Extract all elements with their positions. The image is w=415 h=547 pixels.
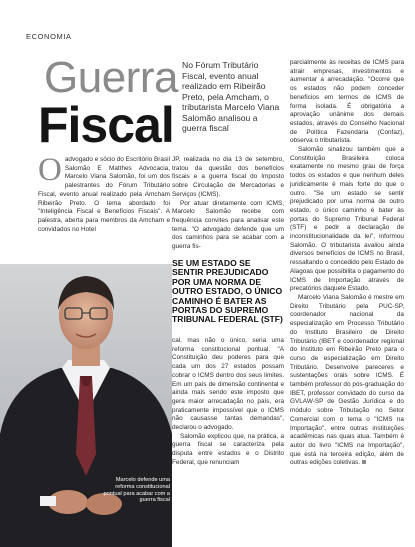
end-mark xyxy=(362,460,366,464)
title-line-1: Guerra xyxy=(44,53,178,102)
article-column-3 xyxy=(290,59,404,468)
section-label: ECONOMIA xyxy=(26,32,72,41)
article-paragraph: JP, realizada no dia 13 de setembro, tratou da questão dos benefícios fiscais e a guerra fiscal do Imposto sobre Circulação de Mercadorias e Serviços (ICMS). xyxy=(172,156,284,198)
article-paragraph: cal, mas não o único, seria uma reforma constitucional pontual. "A Constituição deu poderes para que cada um dos 27 estados possam cobrar o ICMS dentro dos seus limites. Em um país de dimensão continental e ainda mais sendo este imposto que gera maior arrecadação no país, era praticamente impossível que o ICMS não causasse tantas demandas", declarou o advogado. xyxy=(172,337,284,432)
pull-quote: SE UM ESTADO SE SENTIR PREJUDICADO POR UMA NORMA DE OUTRO ESTADO, O ÚNICO CAMINHO É BATER AS PORTAS DO SUPREMO TRIBUNAL FEDERAL (STF) xyxy=(172,258,283,325)
article-column-2-top xyxy=(172,156,284,252)
article-paragraph-text: Marcelo Viana Salomão é mestre em Direito Tributário pela PUC-SP, coordenador nacional da especialização em Processo Tributário do Instituto Brasileiro de Direito Tributário (IBET e coordenador regional do Instituto em Ribeirão Preto para o curso de especialização em Direito Tributário. Desenvolve pareceres e sustentações orais sobre ICMS. É também professor do pós-graduação do IBET, professor convidado do curso da GVLAW-SP de Gestão Jurídica e do módulo sobre Tributação no Setor Comercial com o tema o "ICMS na Importação", entre outras instituições acadêmicas nas quais atua. Também é autor do livro "ICMS na Importação", que está na terceira edição, além de outras edições coletivas. xyxy=(290,293,404,467)
lead-paragraph: No Fórum Tributário Fiscal, evento anual realizado em Ribeirão Preto, pela Amcham, o tributarista Marcelo Viana Salomão analisou a guerra fiscal xyxy=(182,60,280,133)
article-paragraph: Salomão sinalizou também que a Constituição Brasileira coloca exatamente no mesmo grau de força todos os estados e que nenhum deles juridicamente é mais forte do que o outro. "Se um estado se sentir prejudicado por uma norma de outro estado, o único caminho é bater às portas do Supremo Tribunal Federal (STF) e pedir a declaração de inconstitucionalidade da lei", informou Salomão. O tributarista avaliou ainda diversos benefícios de ICMS no Brasil, ressaltando o concedido pelo Estado de Alagoas que possibilita o pagamento do ICMS de Importação através de precatórios daquele Estado. xyxy=(290,146,404,293)
article-paragraph xyxy=(290,294,404,468)
article-column-1 xyxy=(38,152,170,234)
title-line-2: Fiscal xyxy=(38,97,174,153)
article-paragraph: advogado e sócio do Escritório Brasil Salomão E Matthes Advocacia, Marcelo Viana Salomão, foi um dos palestrantes do Fórum Tributário Fiscal, evento anual realizado pela Amcham Ribeirão Preto. O tema abordado foi "Inteligência Fiscal e Benefícios Fiscais". A palestra, aberta para membros da Amcham e convidados no Hotel xyxy=(38,156,170,233)
article-column-2-bottom xyxy=(172,337,284,468)
portrait-photo xyxy=(0,264,172,547)
article-paragraph: parcialmente às receitas de ICMS para atrair empresas, investimentos e aumentar a arrecadação. "Ocorre que os estados não podem conceder benefícios em termos de ICMS de forma isolada. É obrigatória a aprovação unânime dos demais estados, através do Conselho Nacional de Política Fazendária (Confaz), observa o tributarista. xyxy=(290,59,404,145)
drop-cap: O xyxy=(38,152,62,188)
article-paragraph: Por atuar diretamente com ICMS, Marcelo Salomão recebe com frequência convites para analisar este tema. "O advogado defende que um dos caminhos para se acabar com a guerra fis- xyxy=(172,199,284,251)
article-paragraph: Salomão explicou que, na prática, a guerra fiscal se caracteriza pela disputa entre estados e o Distrito Federal, que renunciam xyxy=(172,432,284,466)
photo-caption: Marcelo defende uma reforma constitucional pontual para acabar com a guerra fiscal xyxy=(103,477,170,504)
